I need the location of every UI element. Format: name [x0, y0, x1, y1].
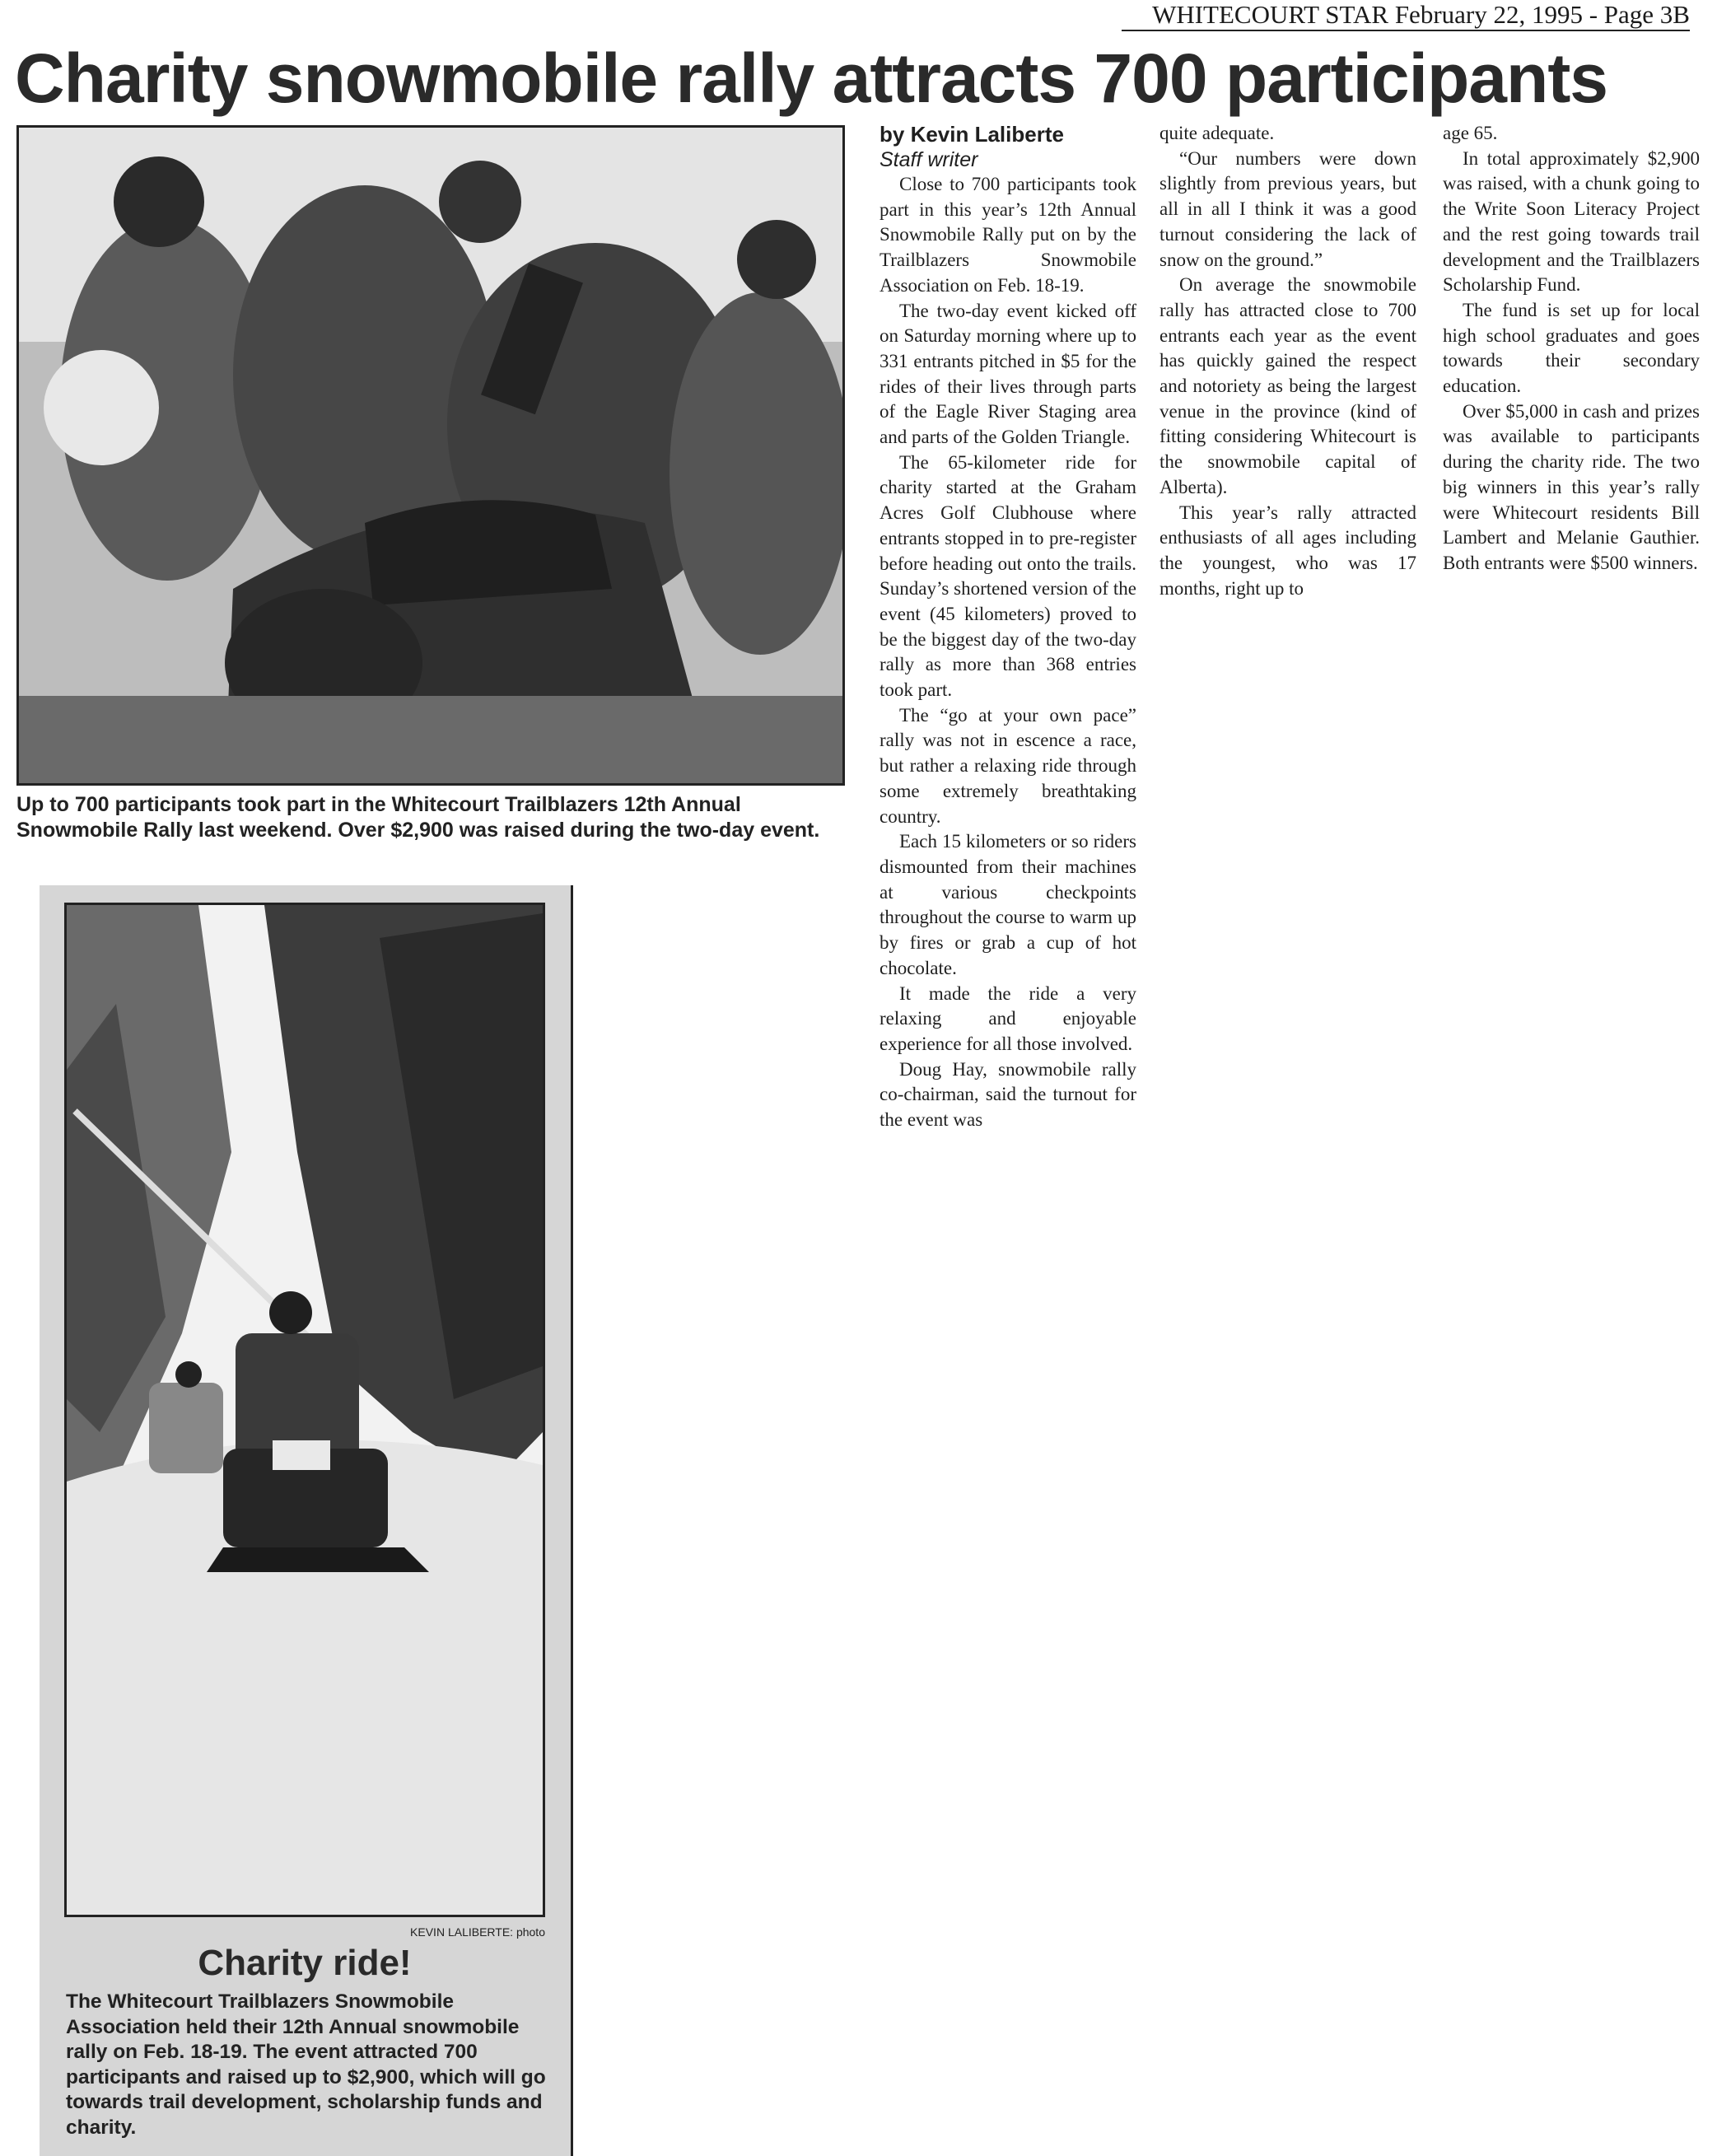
article-paragraph: The 65-kilometer ride for charity started at the Graham Acres Golf Clubhouse where entrants stopped in to pre-register before heading out onto the trails. Sunday’s shortened version of the event (45 kilometers) proved to be the biggest day of the two-day rally as more than 368 entries took part.: [879, 451, 1136, 701]
rally-crowd-photo: [16, 125, 845, 786]
article-paragraph: It made the ride a very relaxing and enjoyable experience for all those involved.: [879, 982, 1136, 1054]
article-column-3: [1443, 121, 1700, 1315]
article-column-2: [1159, 121, 1416, 1315]
article-paragraph: In total approximately $2,900 was raised, with a chunk going to the Write Soon Literacy Project and the rest going towards trail development and the Trailblazers Scholarship Fund.: [1443, 147, 1700, 296]
article-paragraph: On average the snowmobile rally has attracted close to 700 entrants each year as the event has quickly gained the respect and notoriety as being the largest venue in the province (kind of fitting considering Whitecourt is the snowmobile capital of Alberta).: [1159, 274, 1416, 497]
article-paragraph: age 65.: [1443, 123, 1498, 143]
article-paragraph: This year’s rally attracted enthusiasts of all ages including the youngest, who was 17 months, right up to: [1159, 502, 1416, 599]
photo2-kicker: Charity ride!: [198, 1943, 412, 1983]
article-paragraph: quite adequate.: [1159, 123, 1275, 143]
photo1-caption: Up to 700 participants took part in the Whitecourt Trailblazers 12th Annual Snowmobile Rally last weekend. Over $2,900 was raised during the two-day event.: [16, 793, 820, 842]
photo2-caption: The Whitecourt Trailblazers Snowmobile Association held their 12th Annual snowmobile rally on Feb. 18-19. The event attracted 700 participants and raised up to $2,900, which will go towards trail development, scholarship funds and charity.: [66, 1990, 546, 2139]
photo2-credit: KEVIN LALIBERTE: photo: [410, 1925, 545, 1939]
article-paragraph: Over $5,000 in cash and prizes was available to participants during the charity ride. The two big winners in this year’s rally were Whitecourt residents Bill Lambert and Melanie Gauthier. Both entrants were $500 winners.: [1443, 400, 1700, 573]
article-column-1: [879, 121, 1136, 1315]
byline-role: Staff writer: [879, 148, 978, 171]
headline: Charity snowmobile rally attracts 700 participants: [15, 40, 1608, 117]
article-paragraph: Close to 700 participants took part in this year’s 12th Annual Snowmobile Rally put on by the Trailblazers Snowmobile Association on Feb. 18-19.: [879, 174, 1136, 296]
article-paragraph: “Our numbers were down slightly from previous years, but all in all I think it was a good turnout considering the lack of snow on the ground.”: [1159, 147, 1416, 270]
trail-ride-photo: [64, 903, 545, 1917]
article-paragraph: Doug Hay, snowmobile rally co-chairman, said the turnout for the event was: [879, 1058, 1136, 1131]
byline: by Kevin Laliberte: [879, 122, 1064, 147]
article-paragraph: The two-day event kicked off on Saturday morning where up to 331 entrants pitched in $5 for the rides of their lives through parts of the Eagle River Staging area and parts of the Golden Triangle.: [879, 300, 1136, 448]
article-paragraph: The fund is set up for local high school graduates and goes towards their secondary education.: [1443, 299, 1700, 397]
article-paragraph: Each 15 kilometers or so riders dismounted from their machines at various checkpoints throughout the course to warm up by fires or grab a cup of hot chocolate.: [879, 831, 1136, 978]
page-folio: WHITECOURT STAR February 22, 1995 - Page 3B: [1122, 0, 1690, 31]
article-paragraph: The “go at your own pace” rally was not in escence a race, but rather a relaxing ride through some extremely breathtaking country.: [879, 704, 1136, 827]
